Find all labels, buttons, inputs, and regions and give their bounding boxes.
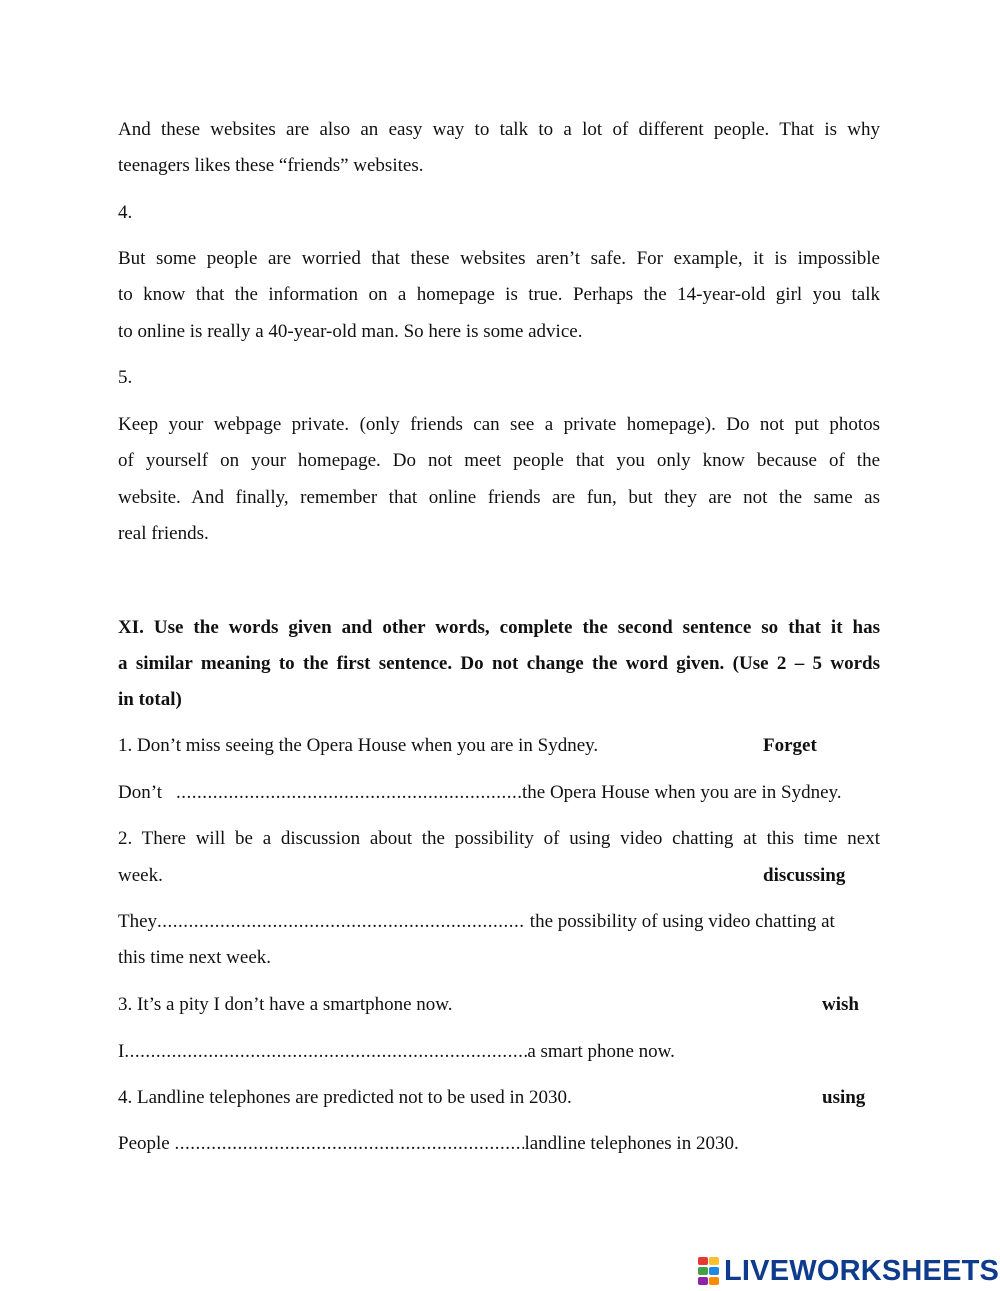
question-3-end: a smart phone now.	[527, 1041, 675, 1062]
section-heading-line2: a similar meaning to the first sentence. Do not change the word given. (Use 2 – 5 words	[118, 653, 880, 674]
question-4-answer-field[interactable]	[174, 1132, 524, 1156]
question-3-answer-field[interactable]	[124, 1040, 527, 1064]
liveworksheets-logo-icon	[698, 1257, 720, 1285]
question-3-prompt: 3. It’s a pity I don’t have a smartphone now.	[118, 994, 453, 1015]
question-1-prompt: 1. Don’t miss seeing the Opera House when you are in Sydney.	[118, 735, 599, 756]
question-1-end: the Opera House when you are in Sydney.	[521, 782, 842, 803]
question-2-prompt-line1: 2. There will be a discussion about the possibility of using video chatting at this time next	[118, 828, 880, 849]
question-3-input[interactable]	[124, 1040, 527, 1064]
question-2-start: They	[118, 911, 158, 932]
question-4-end: landline telephones in 2030.	[524, 1133, 739, 1154]
passage-p5-line2: of yourself on your homepage. Do not meet people that you only know because of the	[118, 450, 880, 471]
question-1-input[interactable]	[176, 781, 522, 805]
question-1-answer-line	[118, 781, 880, 805]
question-2-answer-line2: this time next week.	[118, 947, 272, 968]
section-heading-line1: XI. Use the words given and other words, complete the second sentence so that it has	[118, 617, 880, 638]
question-1-answer-field[interactable]	[176, 781, 522, 805]
liveworksheets-logo	[698, 1255, 999, 1287]
passage-p4-line3: to online is really a 40-year-old man. So here is some advice.	[118, 321, 583, 342]
question-4-keyword: using	[822, 1087, 866, 1108]
section-heading-line3: in total)	[118, 689, 182, 710]
passage-p3-line2: teenagers likes these “friends” websites.	[118, 155, 424, 176]
question-2-answer-line	[118, 910, 880, 934]
question-3-start: I	[118, 1041, 125, 1062]
question-4-start: People	[118, 1133, 175, 1154]
question-3-keyword: wish	[822, 994, 859, 1015]
passage-p4-line2: to know that the information on a homepage is true. Perhaps the 14-year-old girl you talk	[118, 284, 880, 305]
passage-p5-line4: real friends.	[118, 523, 209, 544]
passage-p5-line1: Keep your webpage private. (only friends can see a private homepage). Do not put photos	[118, 414, 880, 435]
question-2-prompt-line2: week.	[118, 865, 163, 886]
passage-p3-line1: And these websites are also an easy way to talk to a lot of different people. That is why	[118, 119, 880, 140]
passage-p5-line3: website. And finally, remember that online friends are fun, but they are not the same as	[118, 487, 880, 508]
liveworksheets-logo-text: LIVEWORKSHEETS	[724, 1255, 1000, 1287]
paragraph-number-4: 4.	[118, 202, 133, 223]
question-2-input[interactable]	[157, 910, 525, 934]
question-1-start: Don’t	[118, 782, 162, 803]
passage-p4-line1: But some people are worried that these websites aren’t safe. For example, it is impossible	[118, 248, 880, 269]
question-1-keyword: Forget	[763, 735, 817, 756]
question-3-answer-line	[118, 1040, 880, 1064]
paragraph-number-5: 5.	[118, 367, 133, 388]
question-4-answer-line	[118, 1132, 880, 1156]
question-2-end: the possibility of using video chatting at	[525, 911, 835, 932]
question-2-answer-field[interactable]	[157, 910, 525, 934]
question-4-prompt: 4. Landline telephones are predicted not to be used in 2030.	[118, 1087, 572, 1108]
question-2-keyword: discussing	[763, 865, 846, 886]
question-4-input[interactable]	[174, 1132, 524, 1156]
